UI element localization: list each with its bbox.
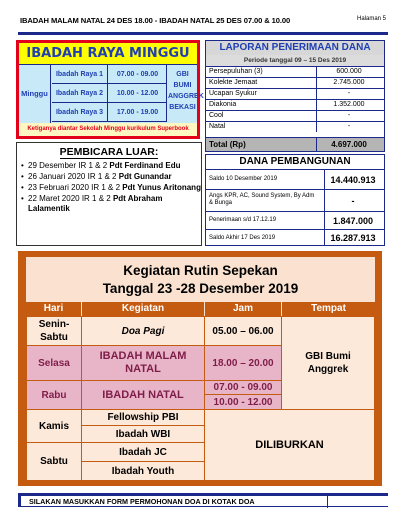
dana-pembangunan-table [205,154,385,246]
kegiatan-rutin-box [18,251,382,486]
col-header-hari: Hari [26,302,81,316]
diliburkan-note: DILIBURKAN [204,409,375,481]
service-time: 10.00 - 12.00 [109,84,167,103]
table-row: Angs KPR, AC, Sound System, By Adm & Bunga - [206,189,384,211]
list-item: • 22 Maret 2020 IR 1 & 2 Pdt Abraham Lalamentik [21,194,201,214]
table-row: Saldo 10 Desember 2019 14.440.913 [206,169,384,189]
kegiatan-date: Tanggal 23 -28 Desember 2019 [102,281,299,296]
activity-malam-natal: IBADAH MALAM NATAL [81,345,205,381]
pembicara-list [17,161,201,214]
ibadah-raya-location: GBI BUMI ANGGREK BEKASI [168,71,204,111]
col-header-jam: Jam [205,302,281,316]
table-row: Ucapan Syukur - [206,88,384,99]
kegiatan-title: Kegiatan Rutin Sepekan [123,263,278,278]
laporan-title: LAPORAN PENERIMAAN DANA [206,41,384,55]
ibadah-raya-box [16,40,204,139]
service-name: Ibadah Raya 3 [52,103,108,122]
header-bar [18,13,388,35]
day-sabtu: Sabtu [26,442,82,481]
time-natal-1: 07.00 - 09.00 [204,380,282,395]
activity-fellowship: Fellowship PBI [81,409,205,426]
service-name: Ibadah Raya 1 [52,65,108,84]
col-header-tempat: Tempat [282,302,375,316]
list-item: • 26 Januari 2020 IR 1 & 2 Pdt Gunandar [21,172,201,182]
ibadah-raya-day: Minggu [19,65,51,123]
day-rabu: Rabu [26,380,82,410]
time-malam-natal: 18.00 – 20.00 [204,345,282,381]
page-number: Halaman 5 [356,16,386,22]
footer-divider [327,495,328,508]
footer-text: SILAKAN MASUKKAN FORM PERMOHONAN DOA DI KOTAK DOA [29,497,255,506]
activity-doa-pagi: Doa Pagi [81,316,205,346]
service-time: 17.00 - 19.00 [109,103,167,122]
footer-bar [18,493,388,507]
tempat-gbi: GBI Bumi Anggrek [281,316,375,410]
service-row [52,65,167,84]
laporan-table [205,40,385,152]
table-row: Penerimaan s/d 17.12.19 1.847.000 [206,211,384,229]
table-row: Cool - [206,110,384,121]
ibadah-raya-title: IBADAH RAYA MINGGU [19,43,197,65]
dana-title: DANA PEMBANGUNAN [239,156,351,167]
activity-natal: IBADAH NATAL [81,380,205,410]
service-name: Ibadah Raya 2 [52,84,108,103]
list-item: • 23 Februari 2020 IR 1 & 2 Pdt Yunus Aritonang [21,183,201,193]
col-header-kegiatan: Kegiatan [82,302,204,316]
activity-youth: Ibadah Youth [81,461,205,481]
time-natal-2: 10.00 - 12.00 [204,394,282,410]
pembicara-luar-box [16,142,202,246]
activity-jc: Ibadah JC [81,442,205,462]
table-row: Saldo Akhir 17 Des 2019 16.287.913 [206,229,384,246]
kegiatan-table [26,257,375,481]
table-row: Diakonia 1.352.000 [206,99,384,110]
header-title: IBADAH MALAM NATAL 24 DES 18.00 - IBADAH NATAL 25 DES 07.00 & 10.00 [20,16,291,25]
day-kamis: Kamis [26,409,82,443]
activity-wbi: Ibadah WBI [81,425,205,443]
service-time: 07.00 - 09.00 [109,65,167,84]
service-row [52,103,167,122]
pembicara-title: PEMBICARA LUAR: [59,146,159,158]
laporan-period: Periode tanggal 09 – 15 Des 2019 [206,55,384,66]
day-senin: Senin-Sabtu [26,316,82,346]
table-row: Persepuluhan (3) 600.000 [206,66,384,77]
time-doa-pagi: 05.00 – 06.00 [204,316,282,346]
ibadah-raya-footnote: Ketiganya diantar Sekolah Minggu kurikulum Superbook [19,123,197,136]
table-row: Natal - [206,121,384,132]
list-item: • 29 Desember IR 1 & 2 Pdt Ferdinand Edu [21,161,201,171]
table-row: Kolekte Jemaat 2.745.000 [206,77,384,88]
day-selasa: Selasa [26,345,82,381]
total-row: Total (Rp) 4.697.000 [206,137,384,151]
service-row [52,84,167,103]
